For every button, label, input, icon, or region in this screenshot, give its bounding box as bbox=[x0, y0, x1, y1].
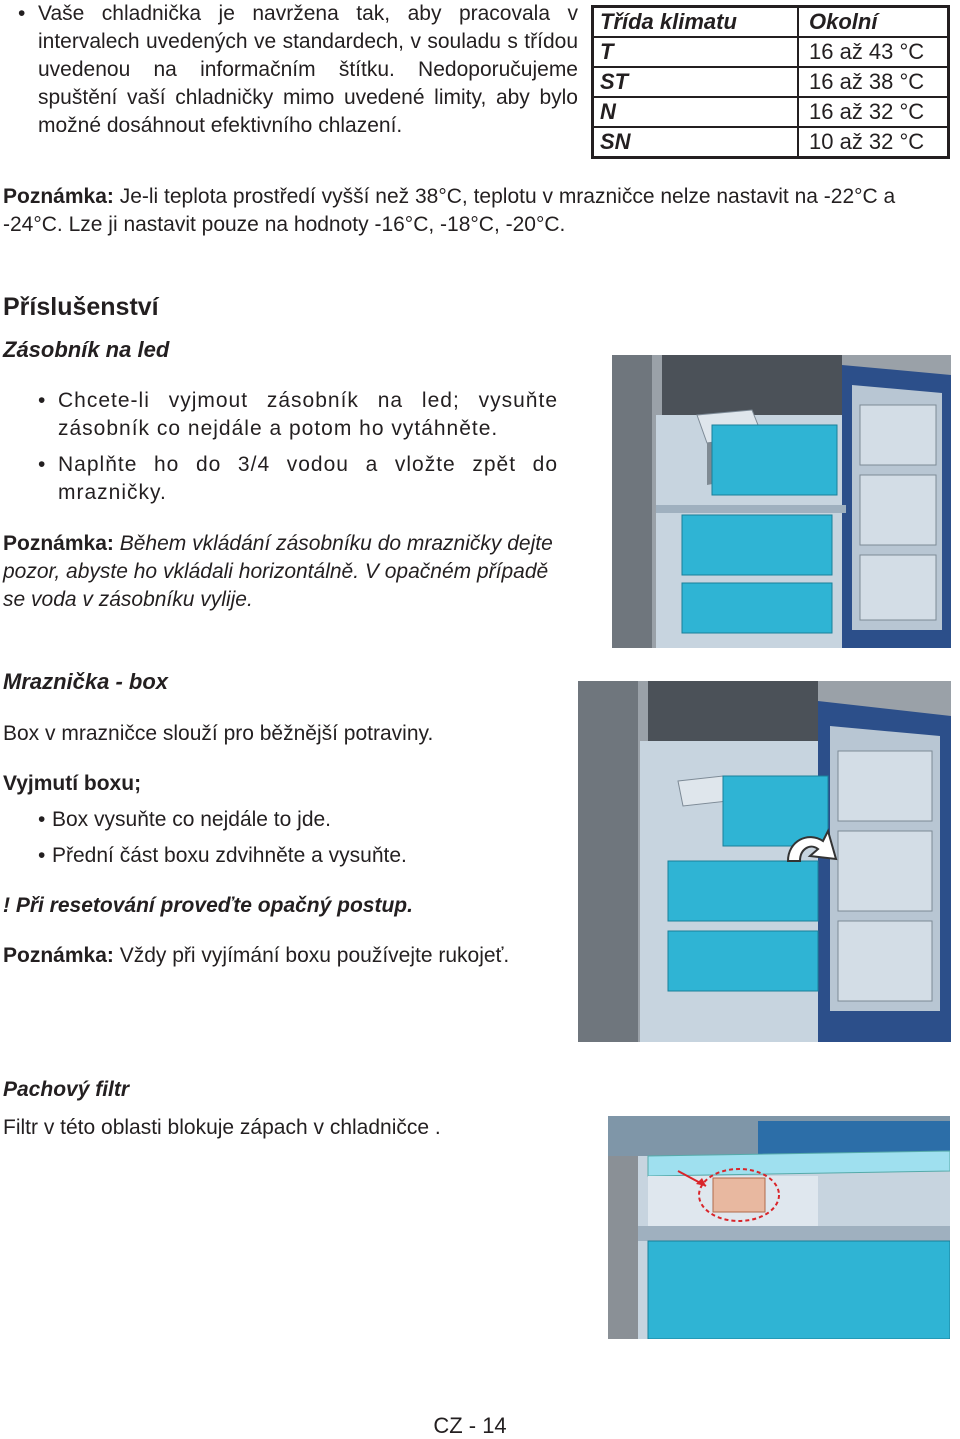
ice-tray-step-1: Chcete-li vyjmout zásobník na led; vysuňte zásobník co nejdále a potom ho vytáhněte. bbox=[58, 389, 558, 440]
climate-class-cell: T bbox=[593, 37, 799, 67]
bullet: • bbox=[38, 389, 47, 412]
table-row bbox=[593, 67, 949, 97]
climate-class-table bbox=[591, 5, 950, 159]
box-removal-title: Vyjmutí boxu; bbox=[3, 772, 142, 795]
note-text: Během vkládání zásobníku do mrazničky dejte pozor, abyste ho vkládali horizontálně. V opačném případě se voda v zásobníku vylije. bbox=[3, 532, 553, 611]
temperature-note bbox=[3, 183, 953, 239]
freezer-box-illustration bbox=[578, 681, 951, 1042]
note-label: Poznámka: bbox=[3, 944, 114, 967]
freezer-box-description: Box v mrazničce slouží pro běžnější potraviny. bbox=[3, 722, 434, 745]
list-item bbox=[38, 806, 332, 834]
odor-filter-description: Filtr v této oblasti blokuje zápach v chladničce . bbox=[3, 1116, 441, 1139]
subsection-title-ice-tray: Zásobník na led bbox=[3, 337, 170, 362]
odor-filter-icon bbox=[713, 1178, 765, 1212]
header-climate-class: Třída klimatu bbox=[593, 7, 799, 38]
intro-paragraph bbox=[18, 0, 578, 140]
box-step-2: Přední část boxu zdvihněte a vysuňte. bbox=[52, 844, 407, 867]
climate-class-cell: ST bbox=[593, 67, 799, 97]
page-number: CZ - 14 bbox=[433, 1413, 507, 1438]
freezer-box-note bbox=[3, 942, 509, 970]
bullet: • bbox=[38, 844, 46, 867]
bullet: • bbox=[38, 453, 47, 476]
intro-text: Vaše chladnička je navržena tak, aby pracovala v intervalech uvedených ve standardech, v souladu s třídou uvedenou na informačním štítku. Nedoporučujeme spuštění vaší chladničky mimo uvedené limity, aby bylo možné dosáhnout efektivního chlazení. bbox=[38, 2, 578, 137]
header-ambient: Okolní bbox=[798, 7, 949, 38]
ambient-range-cell: 16 až 32 °C bbox=[798, 97, 949, 127]
note-text: Vždy při vyjímání boxu používejte rukojeť. bbox=[113, 944, 510, 967]
ice-tray-step-2: Naplňte ho do 3/4 vodou a vložte zpět do mrazničky. bbox=[58, 453, 558, 504]
ice-tray-note bbox=[3, 530, 563, 614]
note-text: Je-li teplota prostředí vyšší než 38°C, teplotu v mrazničce nelze nastavit na -22°C a -24°C. Lze ji nastavit pouze na hodnoty -16°C, -18°C, -20°C. bbox=[3, 185, 896, 236]
section-title-accessories: Příslušenství bbox=[3, 293, 159, 321]
list-item bbox=[38, 387, 558, 443]
list-item bbox=[38, 842, 407, 870]
table-row bbox=[593, 97, 949, 127]
table-row bbox=[593, 37, 949, 67]
table-header-row bbox=[593, 7, 949, 38]
bullet: • bbox=[18, 2, 26, 25]
list-item bbox=[38, 451, 558, 507]
ambient-range-cell: 16 až 38 °C bbox=[798, 67, 949, 97]
climate-class-cell: N bbox=[593, 97, 799, 127]
table-row bbox=[593, 127, 949, 158]
subsection-title-odor-filter: Pachový filtr bbox=[3, 1078, 130, 1101]
note-label: Poznámka: bbox=[3, 532, 114, 555]
reset-note: ! Při resetování proveďte opačný postup. bbox=[3, 894, 413, 917]
subsection-title-freezer-box: Mraznička - box bbox=[3, 669, 169, 694]
climate-class-cell: SN bbox=[593, 127, 799, 158]
odor-filter-illustration bbox=[608, 1116, 950, 1339]
ambient-range-cell: 10 až 32 °C bbox=[798, 127, 949, 158]
box-step-1: Box vysuňte co nejdále to jde. bbox=[52, 808, 332, 831]
ambient-range-cell: 16 až 43 °C bbox=[798, 37, 949, 67]
note-label: Poznámka: bbox=[3, 185, 114, 208]
ice-tray-illustration bbox=[612, 355, 951, 648]
bullet: • bbox=[38, 808, 46, 831]
